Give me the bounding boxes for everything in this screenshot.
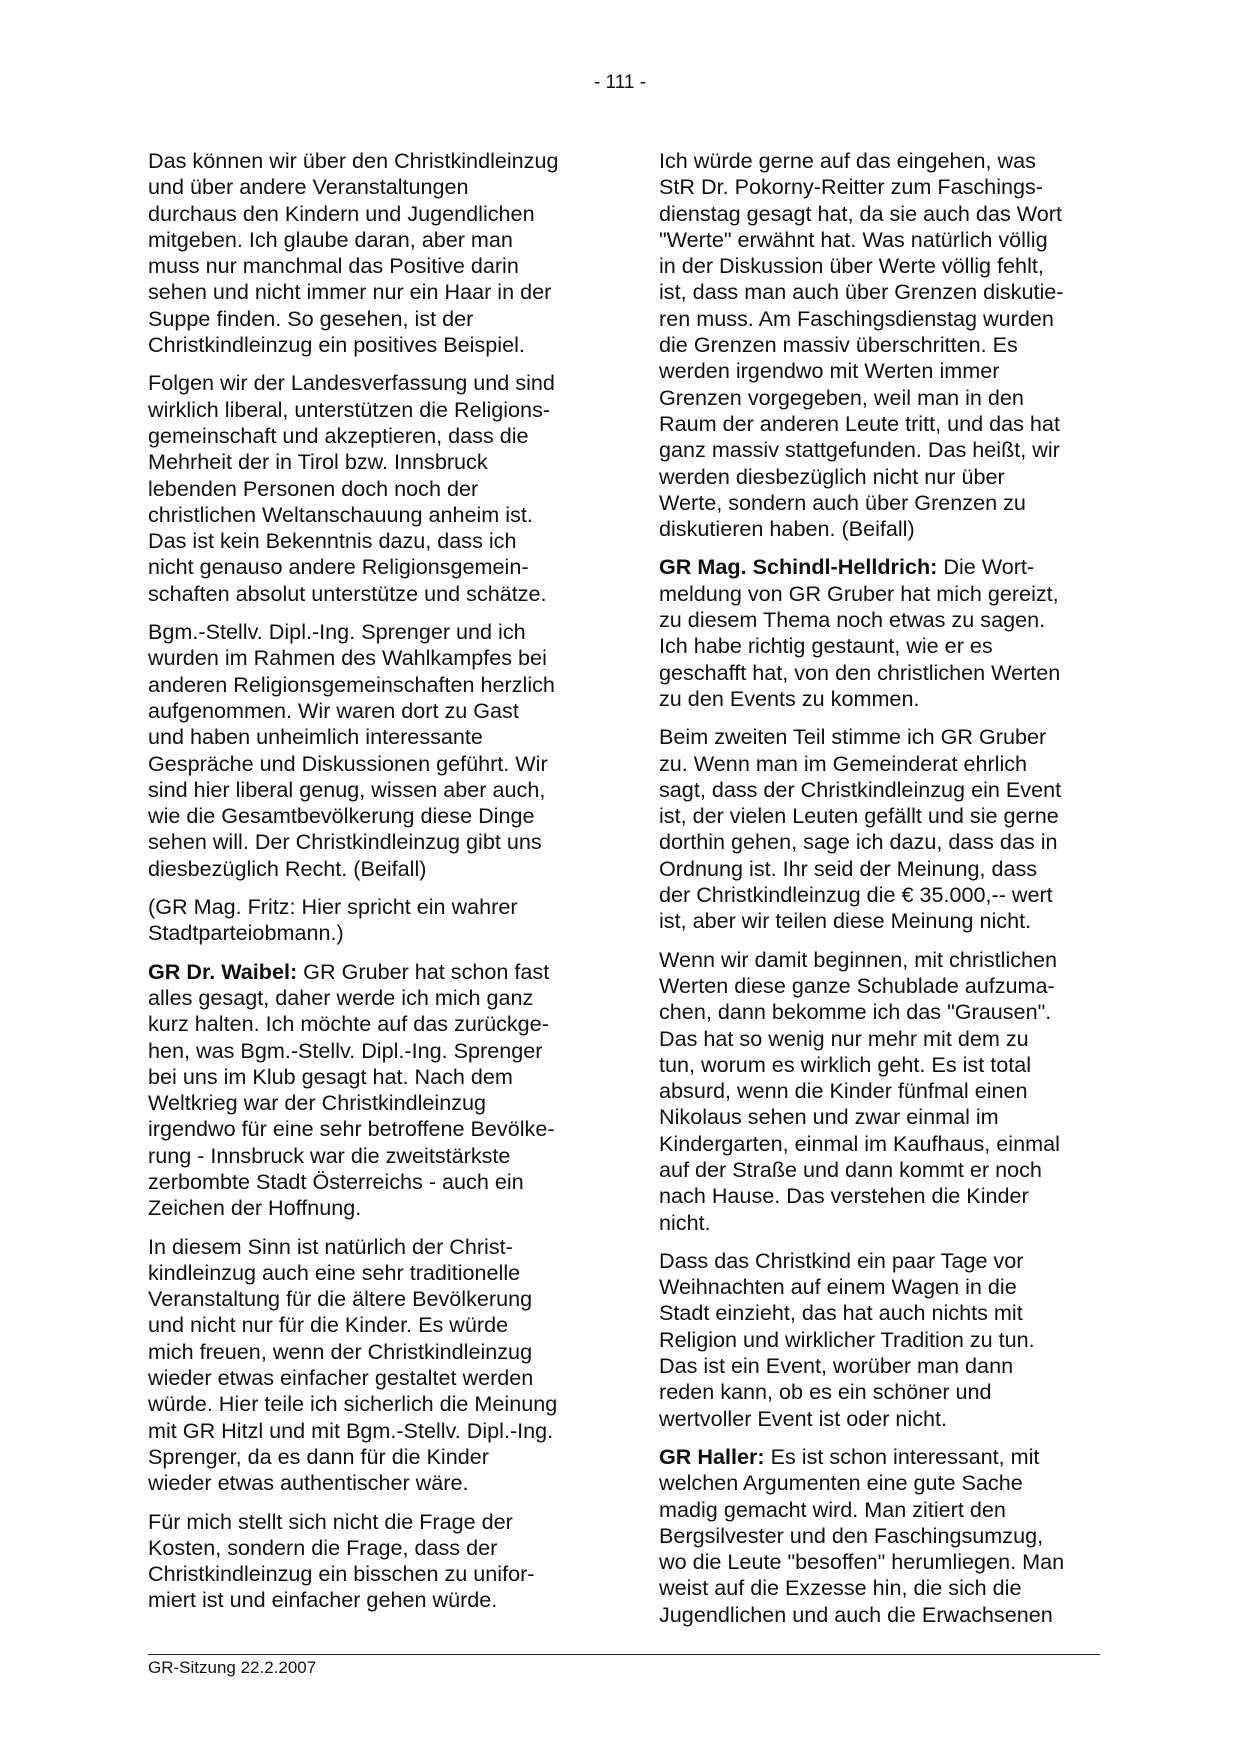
- text-line: reden kann, ob es ein schöner und: [659, 1379, 992, 1405]
- text-line: zu. Wenn man im Gemeinderat ehrlich: [659, 750, 1028, 776]
- text-line: Christkindleinzug ein positives Beispiel.: [148, 332, 525, 358]
- text-line: [659, 1444, 1089, 1470]
- text-line: Stadt einzieht, das hat auch nichts mit: [659, 1300, 1023, 1326]
- paragraph: [659, 724, 1089, 934]
- text-line: und über andere Veranstaltungen: [148, 174, 469, 200]
- text-line: zerbombte Stadt Österreichs - auch ein: [148, 1168, 524, 1194]
- paragraph: [148, 619, 578, 882]
- text-line: sehen will. Der Christkindleinzug gibt uns: [148, 829, 542, 855]
- paragraph: [659, 1248, 1089, 1432]
- text-line: miert ist und einfacher gehen würde.: [148, 1587, 498, 1613]
- text-line: Bergsilvester und den Faschingsumzug,: [659, 1522, 1044, 1548]
- text-line: Grenzen vorgegeben, weil man in den: [659, 384, 1024, 410]
- text-line: ganz massiv stattgefunden. Das heißt, wir: [659, 437, 1060, 463]
- text-line: [148, 959, 578, 985]
- text-line: Das können wir über den Christkindleinzug: [148, 148, 559, 173]
- left-column: [148, 148, 578, 1626]
- text-line: ist, dass man auch über Grenzen diskutie-: [659, 279, 1064, 305]
- text-line: würde. Hier teile ich sicherlich die Meinung: [148, 1391, 558, 1417]
- text-line: kindleinzug auch eine sehr traditionelle: [148, 1259, 521, 1285]
- text-line: Werte, sondern auch über Grenzen zu: [659, 489, 1026, 515]
- text-line: madig gemacht wird. Man zitiert den: [659, 1496, 1006, 1522]
- text-line: rung - Innsbruck war die zweitstärkste: [148, 1142, 511, 1168]
- paragraph: [148, 1509, 578, 1614]
- text-line: nach Hause. Das verstehen die Kinder: [659, 1183, 1029, 1209]
- text-line: ist, aber wir teilen diese Meinung nicht.: [659, 908, 1032, 934]
- text-line: und haben unheimlich interessante: [148, 724, 483, 750]
- text-line: Dass das Christkind ein paar Tage vor: [659, 1247, 1024, 1273]
- text-line: sehen und nicht immer nur ein Haar in der: [148, 279, 552, 305]
- text-line: wie die Gesamtbevölkerung diese Dinge: [148, 803, 535, 829]
- text-line: wirklich liberal, unterstützen die Religions-: [148, 396, 551, 422]
- text-line: Zeichen der Hoffnung.: [148, 1195, 362, 1221]
- speaker-name: GR Mag. Schindl-Helldrich:: [659, 554, 938, 580]
- paragraph: [659, 1444, 1089, 1628]
- text-line: sagt, dass der Christkindleinzug ein Event: [659, 776, 1062, 802]
- paragraph: [148, 894, 578, 947]
- text-line: christlichen Weltanschauung anheim ist.: [148, 501, 533, 527]
- text-line: Das ist ein Event, worüber man dann: [659, 1353, 1014, 1379]
- text-line: Sprenger, da es dann für die Kinder: [148, 1443, 489, 1469]
- text-line: Mehrheit der in Tirol bzw. Innsbruck: [148, 449, 488, 475]
- text-segment: Die Wort-: [937, 554, 1035, 580]
- text-line: zu diesem Thema noch etwas zu sagen.: [659, 607, 1046, 633]
- right-column: [659, 148, 1089, 1640]
- text-line: dienstag gesagt hat, da sie auch das Wort: [659, 200, 1062, 226]
- text-line: Das hat so wenig nur mehr mit dem zu: [659, 1025, 1029, 1051]
- text-line: ren muss. Am Faschingsdienstag wurden: [659, 305, 1054, 331]
- text-line: kurz halten. Ich möchte auf das zurückge-: [148, 1011, 549, 1037]
- text-line: die Grenzen massiv überschritten. Es: [659, 332, 1018, 358]
- text-line: Veranstaltung für die ältere Bevölkerung: [148, 1286, 533, 1312]
- text-line: Weltkrieg war der Christkindleinzug: [148, 1090, 487, 1116]
- text-line: In diesem Sinn ist natürlich der Christ-: [148, 1233, 513, 1259]
- text-line: wo die Leute "besoffen" herumliegen. Man: [659, 1549, 1065, 1575]
- text-line: Folgen wir der Landesverfassung und sind: [148, 370, 555, 396]
- text-line: der Christkindleinzug die € 35.000,-- wert: [659, 882, 1053, 908]
- paragraph: [148, 1234, 578, 1497]
- text-line: aufgenommen. Wir waren dort zu Gast: [148, 697, 519, 723]
- text-line: lebenden Personen doch noch der: [148, 475, 479, 501]
- text-line: hen, was Bgm.-Stellv. Dipl.-Ing. Sprenger: [148, 1037, 543, 1063]
- footer-label: GR-Sitzung 22.2.2007: [148, 1658, 317, 1677]
- text-line: wieder etwas einfacher gestaltet werden: [148, 1365, 534, 1391]
- text-line: Werten diese ganze Schublade aufzuma-: [659, 972, 1055, 998]
- text-line: chen, dann bekomme ich das "Grausen".: [659, 999, 1052, 1025]
- text-line: durchaus den Kindern und Jugendlichen: [148, 200, 535, 226]
- text-segment: Es ist schon interessant, mit: [764, 1443, 1040, 1469]
- text-line: meldung von GR Gruber hat mich gereizt,: [659, 580, 1059, 606]
- paragraph: [659, 148, 1089, 542]
- text-line: wertvoller Event ist oder nicht.: [659, 1405, 948, 1431]
- text-line: gemeinschaft und akzeptieren, dass die: [148, 422, 529, 448]
- text-line: Nikolaus sehen und zwar einmal im: [659, 1104, 999, 1130]
- text-line: (GR Mag. Fritz: Hier spricht ein wahrer: [148, 894, 518, 920]
- text-line: weist auf die Exzesse hin, die sich die: [659, 1575, 1022, 1601]
- text-line: Das ist kein Bekenntnis dazu, dass ich: [148, 528, 517, 554]
- text-line: Gespräche und Diskussionen geführt. Wir: [148, 750, 548, 776]
- text-line: Stadtparteiobmann.): [148, 920, 344, 946]
- text-line: wurden im Rahmen des Wahlkampfes bei: [148, 645, 547, 671]
- text-line: wieder etwas authentischer wäre.: [148, 1470, 469, 1496]
- speaker-name: GR Haller:: [659, 1443, 765, 1469]
- text-line: muss nur manchmal das Positive darin: [148, 253, 519, 279]
- text-line: ist, der vielen Leuten gefällt und sie gerne: [659, 803, 1059, 829]
- page-number: - 111 -: [593, 72, 647, 93]
- text-line: und nicht nur für die Kinder. Es würde: [148, 1312, 509, 1338]
- text-line: "Werte" erwähnt hat. Was natürlich völlig: [659, 226, 1048, 252]
- text-line: diesbezüglich Recht. (Beifall): [148, 855, 427, 881]
- text-line: schaften absolut unterstütze und schätze.: [148, 580, 547, 606]
- text-line: in der Diskussion über Werte völlig fehlt,: [659, 253, 1044, 279]
- text-line: Bgm.-Stellv. Dipl.-Ing. Sprenger und ich: [148, 619, 526, 645]
- paragraph: [659, 947, 1089, 1236]
- text-line: auf der Straße und dann kommt er noch: [659, 1156, 1042, 1182]
- text-line: mit GR Hitzl und mit Bgm.-Stellv. Dipl.-Ing.: [148, 1417, 554, 1443]
- text-line: werden irgendwo mit Werten immer: [659, 358, 1000, 384]
- text-line: Wenn wir damit beginnen, mit christlichen: [659, 946, 1058, 972]
- text-line: nicht genauso andere Religionsgemein-: [148, 554, 529, 580]
- text-line: tun, worum es wirklich geht. Es ist total: [659, 1051, 1032, 1077]
- text-line: StR Dr. Pokorny-Reitter zum Faschings-: [659, 174, 1043, 200]
- text-line: welchen Argumenten eine gute Sache: [659, 1470, 1023, 1496]
- paragraph: [148, 959, 578, 1222]
- text-line: Suppe finden. So gesehen, ist der: [148, 305, 474, 331]
- text-line: Raum der anderen Leute tritt, und das hat: [659, 410, 1060, 436]
- text-line: werden diesbezüglich nicht nur über: [659, 463, 1005, 489]
- text-line: sind hier liberal genug, wissen aber auch,: [148, 776, 546, 802]
- text-line: Ich habe richtig gestaunt, wie er es: [659, 633, 993, 659]
- text-line: Kindergarten, einmal im Kaufhaus, einmal: [659, 1130, 1060, 1156]
- text-line: irgendwo für eine sehr betroffene Bevölke-: [148, 1116, 555, 1142]
- text-line: Christkindleinzug ein bisschen zu unifor-: [148, 1561, 535, 1587]
- text-line: Beim zweiten Teil stimme ich GR Gruber: [659, 724, 1047, 750]
- text-line: Jugendlichen und auch die Erwachsenen: [659, 1601, 1053, 1627]
- speaker-name: GR Dr. Waibel:: [148, 958, 298, 984]
- footer-divider: [148, 1654, 1100, 1655]
- text-line: Für mich stellt sich nicht die Frage der: [148, 1508, 513, 1534]
- text-line: diskutieren haben. (Beifall): [659, 516, 915, 542]
- text-line: absurd, wenn die Kinder fünfmal einen: [659, 1078, 1028, 1104]
- paragraph: [148, 370, 578, 607]
- text-line: dorthin gehen, sage ich dazu, dass das in: [659, 829, 1058, 855]
- paragraph: [148, 148, 578, 358]
- text-line: bei uns im Klub gesagt hat. Nach dem: [148, 1063, 513, 1089]
- text-line: Kosten, sondern die Frage, dass der: [148, 1534, 498, 1560]
- text-line: mitgeben. Ich glaube daran, aber man: [148, 226, 513, 252]
- text-line: anderen Religionsgemeinschaften herzlich: [148, 671, 555, 697]
- text-line: alles gesagt, daher werde ich mich ganz: [148, 984, 534, 1010]
- text-line: nicht.: [659, 1209, 711, 1235]
- text-line: Religion und wirklicher Tradition zu tun.: [659, 1326, 1035, 1352]
- text-line: geschafft hat, von den christlichen Werten: [659, 659, 1061, 685]
- text-line: [659, 554, 1089, 580]
- text-line: zu den Events zu kommen.: [659, 685, 920, 711]
- text-segment: GR Gruber hat schon fast: [297, 958, 550, 984]
- text-line: Ich würde gerne auf das eingehen, was: [659, 148, 1036, 173]
- text-line: Weihnachten auf einem Wagen in die: [659, 1274, 1017, 1300]
- text-line: mich freuen, wenn der Christkindleinzug: [148, 1338, 533, 1364]
- paragraph: [659, 554, 1089, 712]
- text-line: Ordnung ist. Ihr seid der Meinung, dass: [659, 855, 1038, 881]
